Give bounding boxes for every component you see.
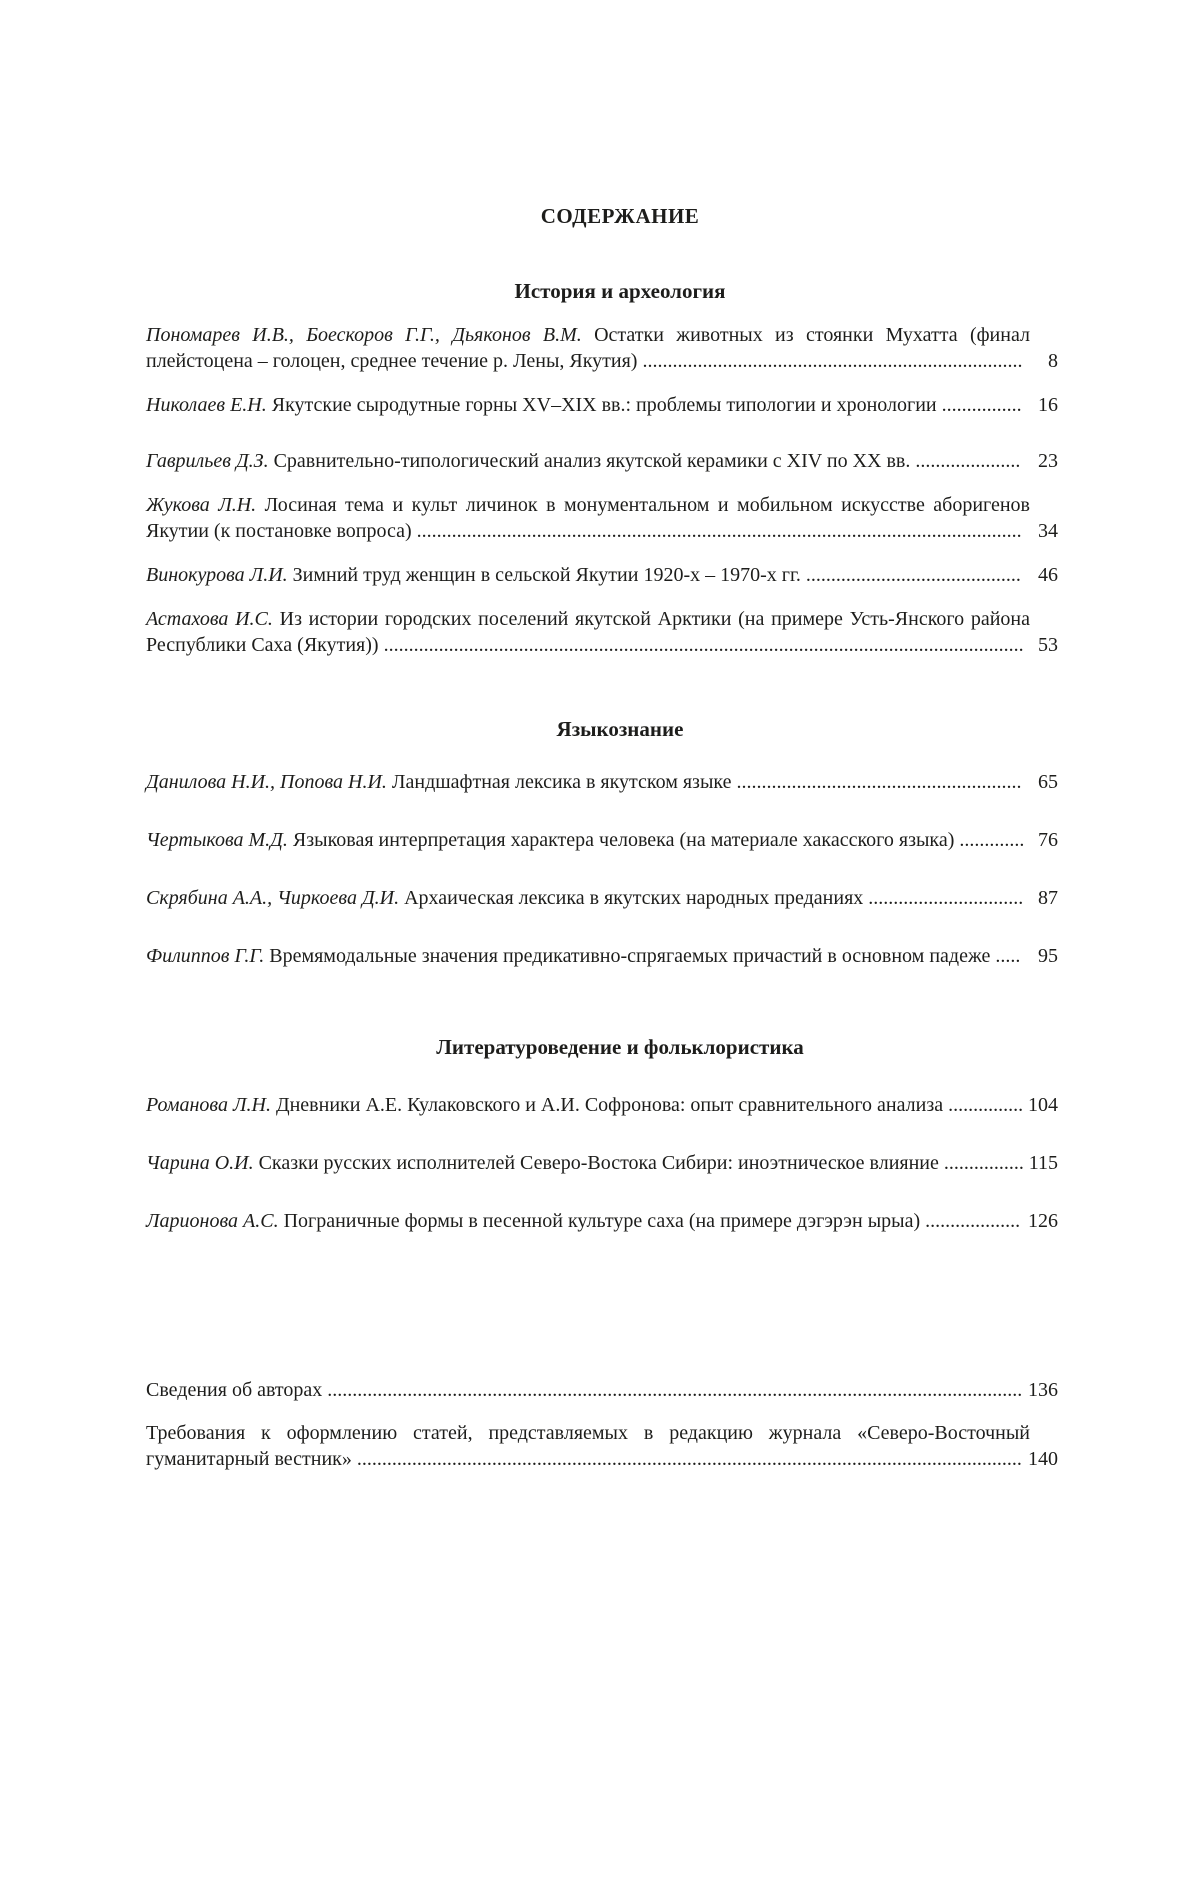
entry-page-number: 140 <box>1028 1448 1058 1470</box>
entry-title: Остатки животных из стоянки Мухатта (финал плейстоцена – голоцен, среднее течение р. Лены, Якутия) <box>146 324 1031 372</box>
entry-title: Зимний труд женщин в сельской Якутии 1920-х – 1970-х гг. <box>287 564 801 586</box>
toc-entry <box>146 1092 1058 1118</box>
dot-leader: ................ <box>943 1152 1024 1174</box>
entry-title: Пограничные формы в песенной культуре саха (на примере дэгэрэн ырыа) <box>278 1210 921 1232</box>
entry-page-number: 8 <box>1048 350 1058 372</box>
toc-entry <box>146 562 1058 588</box>
entry-authors: Астахова И.С. <box>146 608 273 630</box>
toc-page <box>146 202 1058 1472</box>
entry-page-number: 104 <box>1028 1094 1058 1116</box>
entry-title: Сказки русских исполнителей Северо-Востока Сибири: иноэтническое влияние <box>253 1152 939 1174</box>
dot-leader: ........................................................................................................................................... <box>327 1379 1023 1401</box>
dot-leader: ..................................................................................................................................... <box>356 1448 1022 1470</box>
entry-title: Из истории городских поселений якутской Арктики (на примере Усть-Янского района Республики Саха (Якутия)) <box>146 608 1030 656</box>
entry-title: Архаическая лексика в якутских народных преданиях <box>399 887 864 909</box>
entry-title: Требования к оформлению статей, представляемых в редакцию журнала «Северо-Восточный гуманитарный вестник» <box>146 1422 1030 1470</box>
toc-entry <box>146 1150 1058 1176</box>
entry-authors: Данилова Н.И., Попова Н.И. <box>146 771 387 793</box>
back-matter <box>146 1377 1058 1472</box>
toc-entry <box>146 769 1058 795</box>
entry-page-number: 23 <box>1038 450 1058 472</box>
entry-page-number: 136 <box>1028 1379 1058 1401</box>
section-heading: Литературоведение и фольклористика <box>436 1035 804 1059</box>
toc-section <box>146 1033 1058 1234</box>
section-heading: История и археология <box>514 279 726 303</box>
entry-page-number: 115 <box>1028 1152 1058 1174</box>
toc-sections <box>146 277 1058 1234</box>
entry-page-number: 65 <box>1038 771 1058 793</box>
toc-entry <box>146 322 1058 374</box>
entry-title: Дневники А.Е. Кулаковского и А.И. Софронова: опыт сравнительного анализа <box>270 1094 944 1116</box>
entry-authors: Скрябина А.А., Чиркоева Д.И. <box>146 887 400 909</box>
toc-section <box>146 715 1058 969</box>
toc-section <box>146 277 1058 658</box>
section-heading: Языкознание <box>556 717 684 741</box>
dot-leader: ............................... <box>868 887 1024 909</box>
dot-leader: ............. <box>959 829 1025 851</box>
entry-title: Сведения об авторах <box>146 1379 323 1401</box>
entry-page-number: 53 <box>1038 634 1058 656</box>
entry-authors: Романова Л.Н. <box>146 1094 271 1116</box>
toc-entry <box>146 1208 1058 1234</box>
entry-page-number: 46 <box>1038 564 1058 586</box>
dot-leader: ................... <box>925 1210 1021 1232</box>
dot-leader: ................................................................................................................................ <box>383 634 1024 656</box>
toc-entry <box>146 448 1058 474</box>
dot-leader: ......................................................... <box>736 771 1022 793</box>
section-entries <box>146 322 1058 658</box>
section-entries <box>146 769 1058 969</box>
dot-leader: ......................................................................................................................... <box>416 520 1022 542</box>
entry-page-number: 76 <box>1038 829 1058 851</box>
entry-page-number: 95 <box>1038 945 1058 967</box>
entry-authors: Жукова Л.Н. <box>146 494 257 516</box>
entry-title: Лосиная тема и культ личинок в монументальном и мобильном искусстве аборигенов Якутии (к постановке вопроса) <box>146 494 1030 542</box>
dot-leader: ..................... <box>915 450 1021 472</box>
entry-page-number: 34 <box>1038 520 1058 542</box>
entry-page-number: 87 <box>1038 887 1058 909</box>
toc-entry <box>146 943 1058 969</box>
entry-authors: Пономарев И.В., Боескоров Г.Г., Дьяконов В.М. <box>146 324 582 346</box>
entry-authors: Чарина О.И. <box>146 1152 254 1174</box>
entry-authors: Гаврильев Д.З. <box>146 450 269 472</box>
toc-entry <box>146 492 1058 544</box>
entry-title: Сравнительно-типологический анализ якутской керамики с XIV по XX вв. <box>268 450 911 472</box>
toc-entry <box>146 392 1058 418</box>
entry-authors: Винокурова Л.И. <box>146 564 288 586</box>
entry-title: Языковая интерпретация характера человека (на материале хакасского языка) <box>287 829 955 851</box>
toc-entry <box>146 885 1058 911</box>
section-entries <box>146 1092 1058 1234</box>
toc-entry <box>146 1377 1058 1403</box>
toc-entry <box>146 606 1058 658</box>
entry-title: Ландшафтная лексика в якутском языке <box>386 771 732 793</box>
entry-authors: Николаев Е.Н. <box>146 394 267 416</box>
dot-leader: ............................................................................ <box>642 350 1023 372</box>
entry-page-number: 16 <box>1038 394 1058 416</box>
entry-authors: Филиппов Г.Г. <box>146 945 265 967</box>
dot-leader: ............... <box>948 1094 1024 1116</box>
entry-authors: Ларионова А.С. <box>146 1210 279 1232</box>
page-title: СОДЕРЖАНИЕ <box>540 204 700 228</box>
entry-authors: Чертыкова М.Д. <box>146 829 288 851</box>
dot-leader: ........................................... <box>805 564 1021 586</box>
entry-title: Якутские сыродутные горны XV–XIX вв.: проблемы типологии и хронологии <box>266 394 937 416</box>
entry-page-number: 126 <box>1028 1210 1058 1232</box>
toc-entry <box>146 827 1058 853</box>
toc-entry <box>146 1420 1058 1472</box>
entry-title: Времямодальные значения предикативно-спрягаемых причастий в основном падеже <box>264 945 991 967</box>
dot-leader: ..... <box>995 945 1021 967</box>
dot-leader: ................ <box>941 394 1022 416</box>
